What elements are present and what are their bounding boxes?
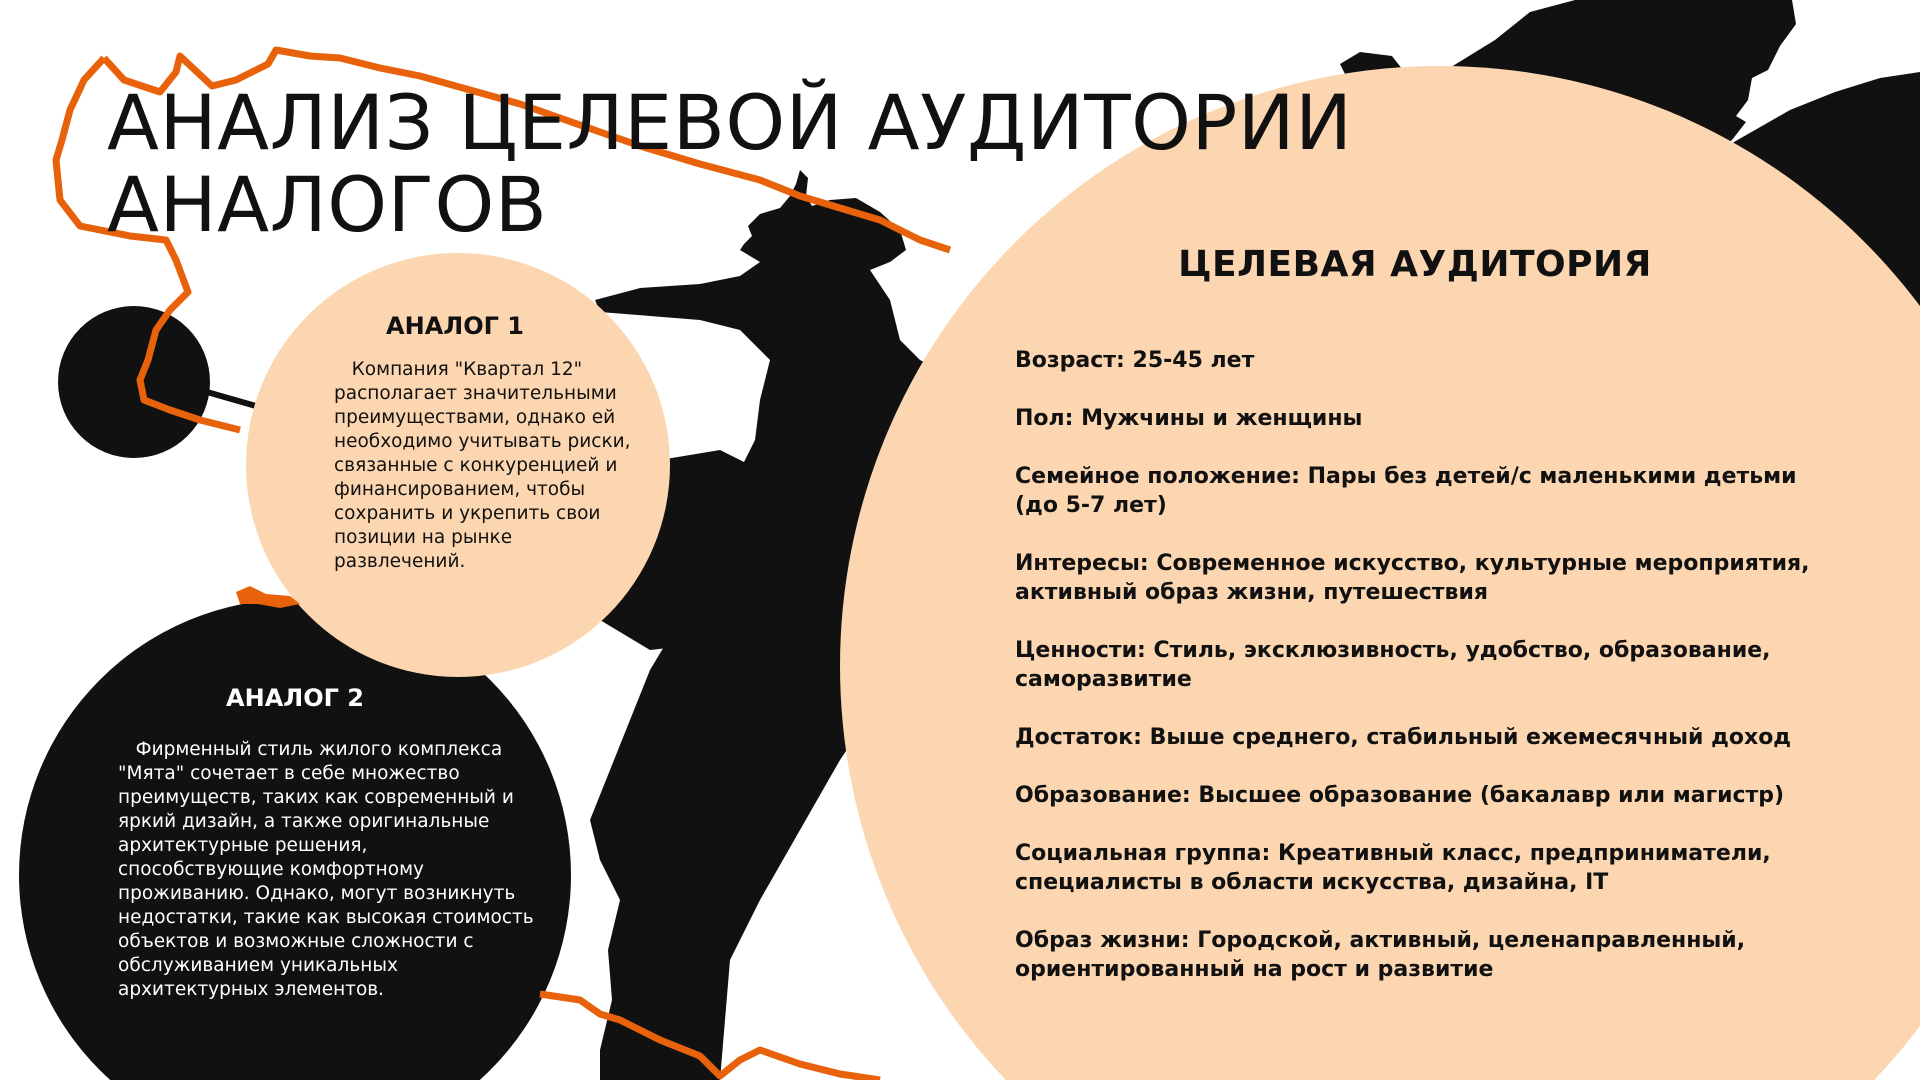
target-audience-income: Достаток: Выше среднего, стабильный ежемесячный доход [1015, 725, 1792, 750]
target-audience-family-status: Семейное положение: Пары без детей/с маленькими детьми (до 5-7 лет) [1015, 464, 1797, 518]
small-dark-circle [58, 306, 210, 458]
analog1-heading: АНАЛОГ 1 [386, 312, 524, 340]
target-audience-heading: ЦЕЛЕВАЯ АУДИТОРИЯ [1178, 244, 1652, 285]
target-audience-list [1015, 346, 1815, 1013]
target-audience-interests: Интересы: Современное искусство, культурные мероприятия, активный образ жизни, путешествия [1015, 551, 1810, 605]
target-audience-social-group: Социальная группа: Креативный класс, предприниматели, специалисты в области искусства, дизайна, IT [1015, 841, 1771, 895]
target-audience-gender: Пол: Мужчины и женщины [1015, 406, 1363, 431]
analog2-description [118, 738, 538, 1002]
target-audience-age: Возраст: 25-45 лет [1015, 348, 1255, 373]
target-audience-values: Ценности: Стиль, эксклюзивность, удобство, образование, саморазвитие [1015, 638, 1771, 692]
target-audience-lifestyle: Образ жизни: Городской, активный, целенаправленный, ориентированный на рост и развитие [1015, 928, 1746, 982]
page-title-line-1: АНАЛИЗ ЦЕЛЕВОЙ АУДИТОРИИ [107, 78, 1353, 167]
page-title-line-2: АНАЛОГОВ [107, 160, 548, 249]
page-title [107, 78, 1353, 249]
analog2-heading: АНАЛОГ 2 [226, 684, 364, 712]
target-audience-education: Образование: Высшее образование (бакалавр или магистр) [1015, 783, 1785, 808]
analog2-description-text: Фирменный стиль жилого комплекса "Мята" сочетает в себе множество преимуществ, таких как современный и яркий дизайн, а также оригинальные архитектурные решения, способствующие комфортному проживанию. Однако, могут возникнуть недостатки, такие как высокая стоимость объектов и возможные сложности с обслуживанием уникальных архитектурных элементов. [118, 739, 534, 1000]
analog1-description [334, 358, 644, 574]
analog1-description-text: Компания "Квартал 12" располагает значительными преимуществами, однако ей необходимо учитывать риски, связанные с конкуренцией и финансированием, чтобы сохранить и укрепить свои позиции на рынке развлечений. [334, 359, 631, 572]
